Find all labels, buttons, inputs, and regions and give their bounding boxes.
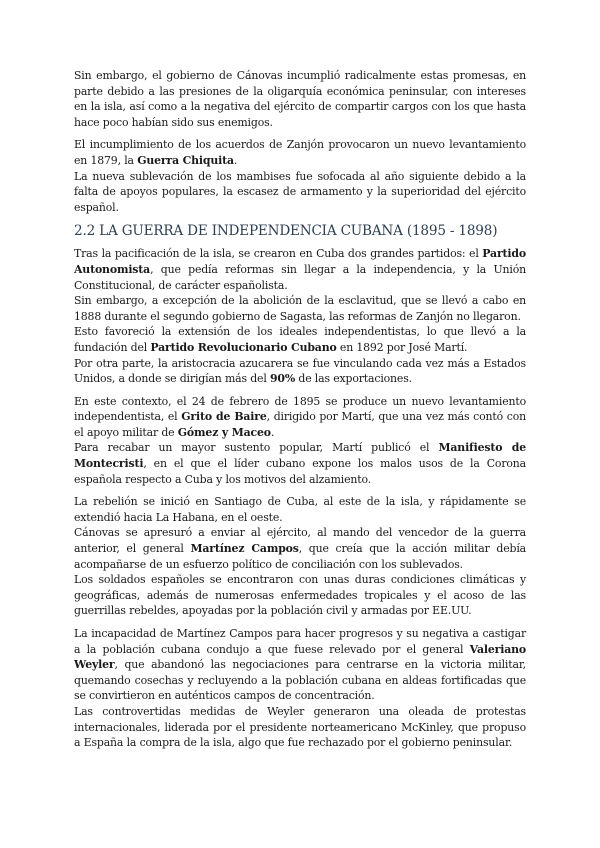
bold-term-manifiesto-montecristi: Manifiesto de Montecristi — [74, 441, 526, 471]
bold-term-guerra-chiquita: Guerra Chiquita — [137, 153, 234, 167]
text-span: Por otra parte, la aristocracia azucarera se fue vinculando cada vez más a Estados Unidos, a donde se dirigían más del — [74, 356, 526, 386]
paragraph-soldados: Los soldados españoles se encontraron con unas duras condiciones climáticas y geográficas, además de numerosas enfermedades tropicales y el acoso de las guerrillas rebeldes, apoyadas por la población civil y armadas por EE.UU. — [74, 573, 526, 618]
bold-term-partido-revolucionario: Partido Revolucionario Cubano — [150, 340, 337, 354]
text-span: Tras la pacificación de la isla, se crearon en Cuba dos grandes partidos: el — [74, 247, 483, 261]
paragraph-rebelion-santiago: La rebelión se inició en Santiago de Cuba, al este de la isla, y rápidamente se extendió hacia La Habana, en el oeste. — [74, 495, 526, 524]
paragraph-martinez-campos — [74, 525, 526, 572]
bold-term-valeriano-weyler: Valeriano Weyler — [74, 642, 526, 672]
section-heading: 2.2 LA GUERRA DE INDEPENDENCIA CUBANA (1895 - 1898) — [74, 223, 498, 240]
text-span: En este contexto, el 24 de febrero de 1895 se produce un nuevo levantamiento independentista, el — [74, 394, 526, 424]
text-span: en 1892 por José Martí. — [336, 340, 468, 354]
paragraph-grito-de-baire — [74, 394, 526, 441]
bold-term-partido-autonomista: Partido Autonomista — [74, 247, 526, 276]
paragraph-aristocracia — [74, 356, 526, 387]
bold-term-gomez-maceo: Gómez y Maceo — [177, 425, 271, 439]
text-span: . — [233, 153, 238, 167]
bold-term-90-percent: 90% — [270, 372, 296, 386]
text-span: , en el que el líder cubano expone los malos usos de la Corona española respecto a Cuba y los motivos del alzamiento. — [74, 457, 526, 486]
paragraph-protestas: Las controvertidas medidas de Weyler generaron una oleada de protestas internacionales, liderada por el presidente norteamericano McKinley, que propuso a España la compra de la isla, algo que fue rechazado por el gobierno peninsular. — [74, 704, 526, 750]
paragraph-manifiesto — [74, 440, 526, 487]
text-span: La incapacidad de Martínez Campos para hacer progresos y su negativa a castigar a la población cubana condujo a que fuese relevado por el general — [74, 627, 526, 656]
text-span: , que creía que la acción militar debía acompañarse de un esfuerzo político de conciliación con los sublevados. — [74, 542, 526, 571]
text-span: de las exportaciones. — [295, 372, 412, 386]
paragraph-abolicion: Sin embargo, a excepción de la abolición de la esclavitud, que se llevó a cabo en 1888 durante el segundo gobierno de Sagasta, las reformas de Zanjón no llegaron. — [74, 294, 526, 323]
text-span: El incumplimiento de los acuerdos de Zanjón provocaron un nuevo levantamiento en 1879, la — [74, 138, 526, 167]
text-span: , que abandonó las negociaciones para centrarse en la victoria militar, quemando cosechas y recluyendo a la población cubana en aldeas fortificadas que se convirtieron en auténticos campos de concentración. — [74, 658, 526, 703]
text-span: Esto favoreció la extensión de los ideales independentistas, lo que llevó a la fundación del — [74, 325, 526, 354]
bold-term-grito-de-baire: Grito de Baire — [181, 410, 267, 424]
document-page — [74, 68, 526, 751]
text-span: Para recabar un mayor sustento popular, Martí publicó el — [74, 441, 439, 455]
text-span: , que pedía reformas sin llegar a la independencia, y la Unión Constitucional, de carácter españolista. — [74, 262, 526, 292]
paragraph-canovas-promesas: Sin embargo, el gobierno de Cánovas incumplió radicalmente estas promesas, en parte debido a las presiones de la oligarquía económica peninsular, con intereses en la isla, así como a la negativa del ejército de compartir cargos con los que hasta hace poco habían sido sus enemigos. — [74, 69, 526, 129]
paragraph-guerra-chiquita — [74, 137, 526, 168]
text-span: , dirigido por Martí, que una vez más contó con el apoyo militar de — [74, 410, 526, 439]
bold-term-martinez-campos: Martínez Campos — [190, 542, 299, 556]
paragraph-weyler — [74, 626, 526, 704]
text-span: Cánovas se apresuró a enviar al ejército, al mando del vencedor de la guerra anterior, el general — [74, 526, 526, 556]
paragraph-partidos — [74, 246, 526, 293]
text-span: . — [270, 425, 275, 439]
paragraph-sublevacion-mambises: La nueva sublevación de los mambises fue sofocada al año siguiente debido a la falta de apoyos populares, la escasez de armamento y la superioridad del ejército español. — [74, 169, 526, 214]
paragraph-prc — [74, 324, 526, 355]
